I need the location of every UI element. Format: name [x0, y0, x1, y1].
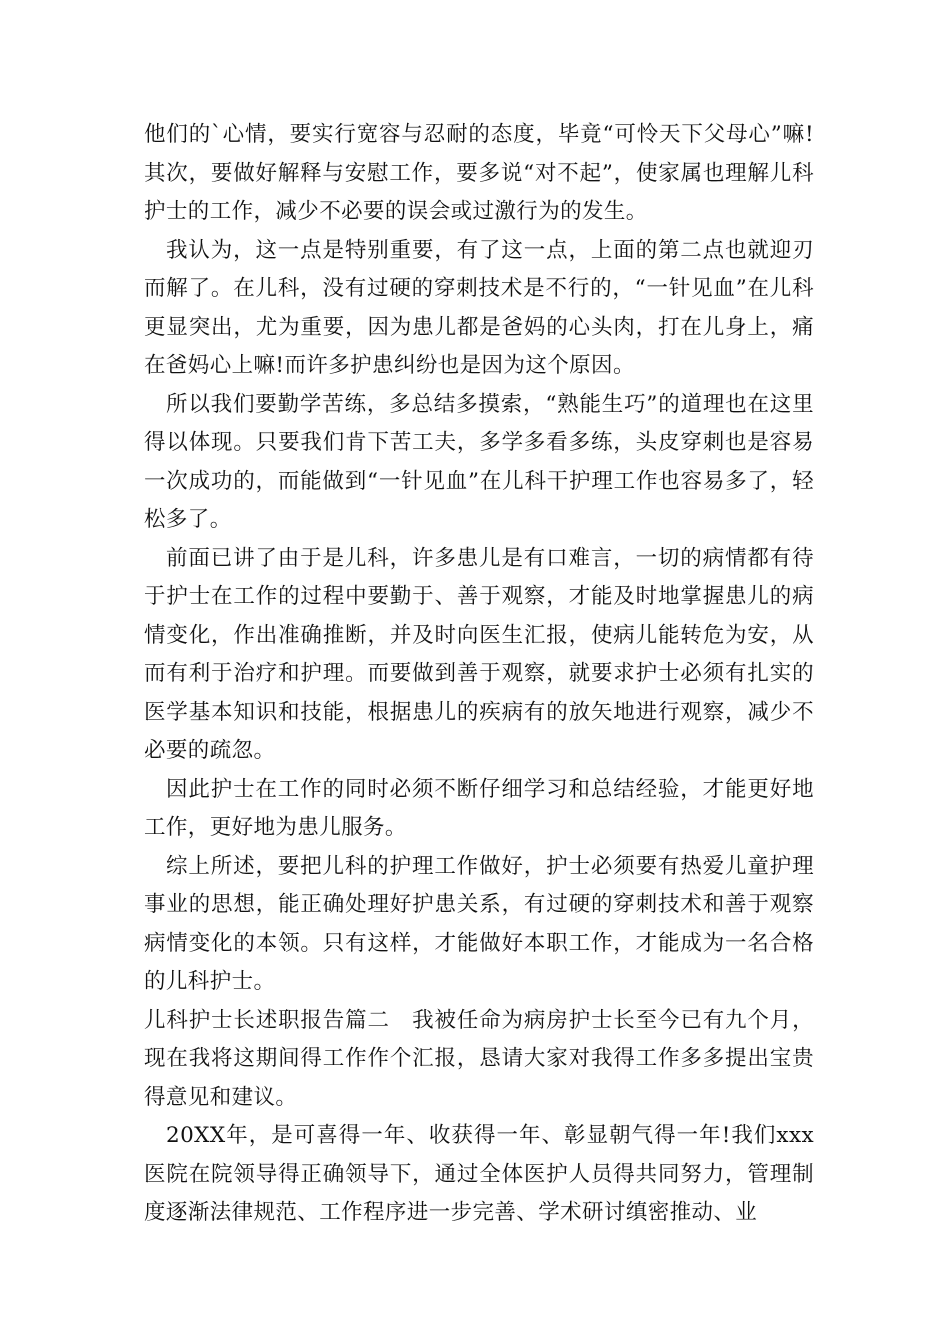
- document-page: [144, 116, 814, 1233]
- paragraph: 我认为，这一点是特别重要，有了这一点，上面的第二点也就迎刃而解了。在儿科，没有过硬的穿刺技术是不行的，“一针见血”在儿科更显突出，尤为重要，因为患儿都是爸妈的心头肉，打在儿身上，痛在爸妈心上嘛!而许多护患纠纷也是因为这个原因。: [144, 237, 814, 378]
- paragraph: 前面已讲了由于是儿科，许多患儿是有口难言，一切的病情都有待于护士在工作的过程中要勤于、善于观察，才能及时地掌握患儿的病情变化，作出准确推断，并及时向医生汇报，使病儿能转危为安，从而有利于治疗和护理。而要做到善于观察，就要求护士必须有扎实的医学基本知识和技能，根据患儿的疾病有的放矢地进行观察，减少不必要的疏忽。: [144, 545, 814, 763]
- paragraph: 20XX年，是可喜得一年、收获得一年、彰显朝气得一年!我们xxx医院在院领导得正确领导下，通过全体医护人员得共同努力，管理制度逐渐法律规范、工作程序进一步完善、学术研讨缜密推动、业: [144, 1123, 814, 1225]
- paragraph: 综上所述，要把儿科的护理工作做好，护士必须要有热爱儿童护理事业的思想，能正确处理好护患关系，有过硬的穿刺技术和善于观察病情变化的本领。只有这样，才能做好本职工作，才能成为一名合格的儿科护士。: [144, 853, 814, 994]
- paragraph: 因此护士在工作的同时必须不断仔细学习和总结经验，才能更好地工作，更好地为患儿服务。: [144, 776, 814, 840]
- section-heading-paragraph: 儿科护士长述职报告篇二 我被任命为病房护士长至今已有九个月，现在我将这期间得工作作个汇报，恳请大家对我得工作多多提出宝贵得意见和建议。: [144, 1007, 814, 1110]
- paragraph: 所以我们要勤学苦练，多总结多摸索，“熟能生巧”的道理也在这里得以体现。只要我们肯下苦工夫，多学多看多练，头皮穿刺也是容易一次成功的，而能做到“一针见血”在儿科干护理工作也容易多了，轻松多了。: [144, 391, 814, 532]
- paragraph: 他们的`心情，要实行宽容与忍耐的态度，毕竟“可怜天下父母心”嘛!其次，要做好解释与安慰工作，要多说“对不起”，使家属也理解儿科护士的工作，减少不必要的误会或过激行为的发生。: [144, 122, 814, 224]
